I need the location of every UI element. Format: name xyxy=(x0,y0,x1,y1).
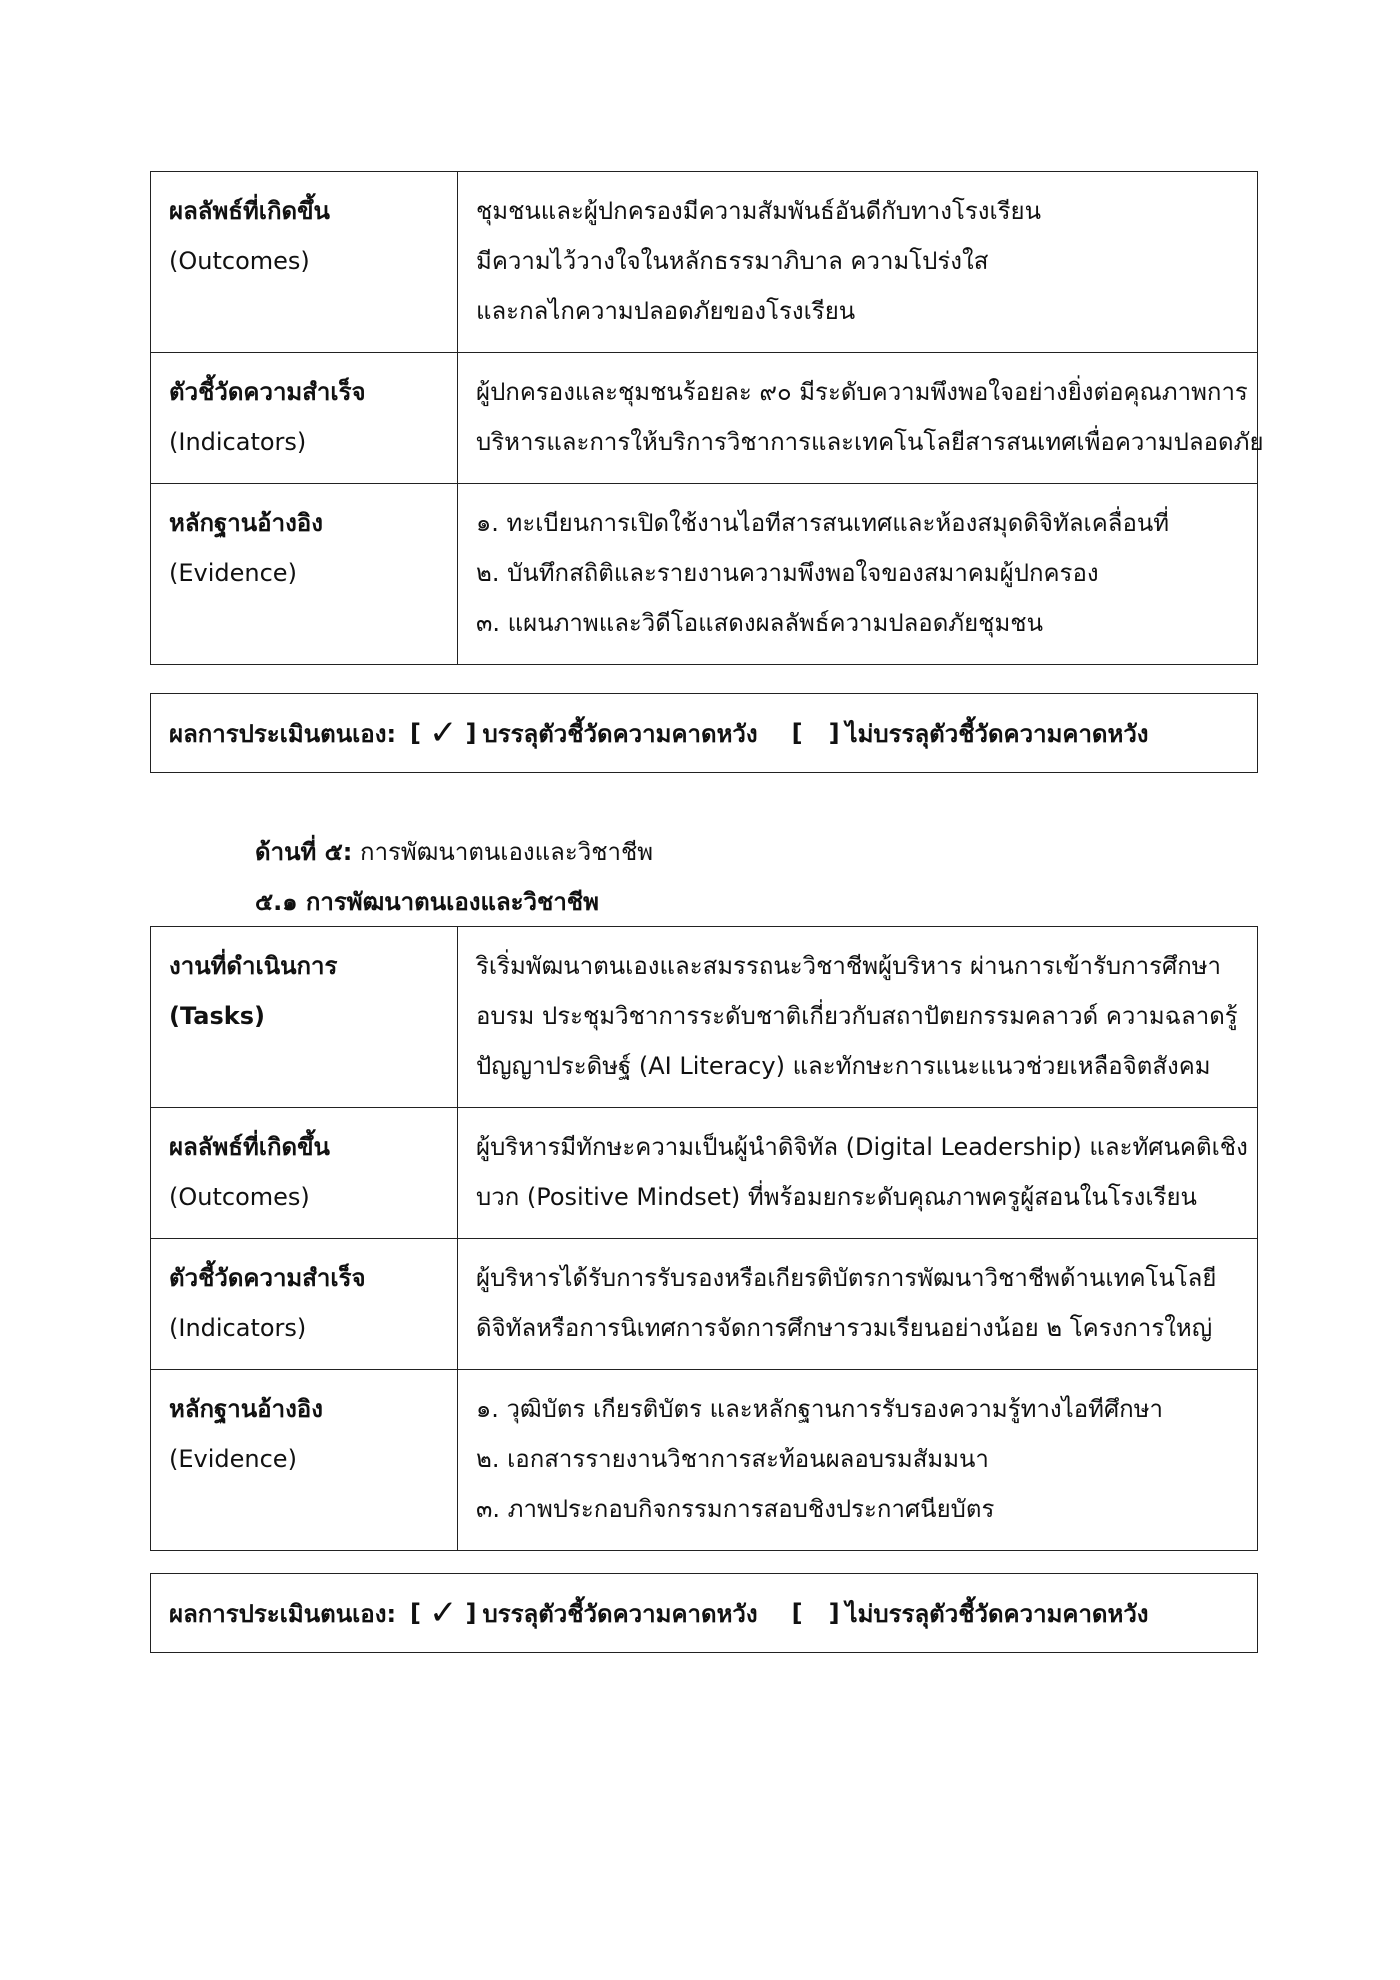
row-line: อบรม ประชุมวิชาการระดับชาติเกี่ยวกับสถาปัตยกรรมคลาวด์ ความฉลาดรู้ xyxy=(476,1002,1238,1030)
table-row xyxy=(151,1239,1258,1370)
not-met-label: ไม่บรรลุตัวชี้วัดความคาดหวัง xyxy=(845,719,1149,748)
info-table xyxy=(150,171,1264,665)
info-table xyxy=(150,926,1258,1551)
row-line: ๒. บันทึกสถิติและรายงานความพึงพอใจของสมาคมผู้ปกครอง xyxy=(476,559,1099,587)
bracket-open: [ xyxy=(791,719,803,747)
row-line: ๓. ภาพประกอบกิจกรรมการสอบชิงประกาศนียบัตร xyxy=(476,1495,995,1523)
table-row xyxy=(151,1370,1258,1551)
row-label-th: ผลลัพธ์ที่เกิดขึ้น xyxy=(169,197,330,225)
row-label-en: (Evidence) xyxy=(169,559,297,587)
assessment-label: ผลการประเมินตนเอง: xyxy=(169,719,397,748)
row-label-th: ตัวชี้วัดความสำเร็จ xyxy=(169,378,366,406)
section-subtitle: ๕.๑ การพัฒนาตนเองและวิชาชีพ xyxy=(255,888,599,916)
row-label-en: (Outcomes) xyxy=(169,1183,310,1211)
row-label-en: (Indicators) xyxy=(169,428,307,456)
not-met-label: ไม่บรรลุตัวชี้วัดความคาดหวัง xyxy=(845,1599,1149,1628)
section-title xyxy=(255,832,653,871)
row-line: และกลไกความปลอดภัยของโรงเรียน xyxy=(476,297,856,325)
section-title-text: การพัฒนาตนเองและวิชาชีพ xyxy=(352,838,654,866)
bracket-close: ] xyxy=(828,719,840,747)
row-label-th: งานที่ดำเนินการ (Tasks) xyxy=(169,952,338,1030)
bracket-close: ] xyxy=(828,1599,840,1627)
row-line: ๑. ทะเบียนการเปิดใช้งานไอทีสารสนเทศและห้องสมุดดิจิทัลเคลื่อนที่ xyxy=(476,509,1170,537)
row-line: บริหารและการให้บริการวิชาการและเทคโนโลยีสารสนเทศเพื่อความปลอดภัย xyxy=(476,428,1264,456)
outcomes-table-1 xyxy=(150,171,1264,665)
row-line: บวก (Positive Mindset) ที่พร้อมยกระดับคุณภาพครูผู้สอนในโรงเรียน xyxy=(476,1183,1197,1211)
table-row xyxy=(151,484,1258,665)
row-line: ๑. วุฒิบัตร เกียรติบัตร และหลักฐานการรับรองความรู้ทางไอทีศึกษา xyxy=(476,1395,1163,1423)
row-line: ริเริ่มพัฒนาตนเองและสมรรถนะวิชาชีพผู้บริหาร ผ่านการเข้ารับการศึกษา xyxy=(476,952,1222,980)
row-label-th: หลักฐานอ้างอิง xyxy=(169,509,323,537)
met-label: บรรลุตัวชี้วัดความคาดหวัง xyxy=(482,1599,758,1628)
row-line: ปัญญาประดิษฐ์ (AI Literacy) และทักษะการแนะแนวช่วยเหลือจิตสังคม xyxy=(476,1052,1211,1080)
row-label-en: (Outcomes) xyxy=(169,247,310,275)
self-assessment-box xyxy=(150,1573,1258,1653)
assessment-label: ผลการประเมินตนเอง: xyxy=(169,1599,397,1628)
checkmark-icon[interactable]: ✓ xyxy=(429,713,458,753)
row-label-en: (Evidence) xyxy=(169,1445,297,1473)
row-line: ผู้ปกครองและชุมชนร้อยละ ๙๐ มีระดับความพึงพอใจอย่างยิ่งต่อคุณภาพการ xyxy=(476,378,1248,406)
self-assessment-box xyxy=(150,693,1258,773)
bracket-close: ] xyxy=(465,719,477,747)
row-label-th: ตัวชี้วัดความสำเร็จ xyxy=(169,1264,366,1292)
row-label-th: ผลลัพธ์ที่เกิดขึ้น xyxy=(169,1133,330,1161)
row-line: มีความไว้วางใจในหลักธรรมาภิบาล ความโปร่งใส xyxy=(476,247,989,275)
bracket-open: [ xyxy=(791,1599,803,1627)
row-line: ดิจิทัลหรือการนิเทศการจัดการศึกษารวมเรียนอย่างน้อย ๒ โครงการใหญ่ xyxy=(476,1314,1213,1342)
checkmark-icon[interactable]: ✓ xyxy=(429,1593,458,1633)
row-label-en: (Indicators) xyxy=(169,1314,307,1342)
table-row xyxy=(151,1108,1258,1239)
row-label-th: หลักฐานอ้างอิง xyxy=(169,1395,323,1423)
bracket-open: [ xyxy=(410,1599,422,1627)
met-label: บรรลุตัวชี้วัดความคาดหวัง xyxy=(482,719,758,748)
row-line: ๒. เอกสารรายงานวิชาการสะท้อนผลอบรมสัมมนา xyxy=(476,1445,989,1473)
row-line: ๓. แผนภาพและวิดีโอแสดงผลลัพธ์ความปลอดภัยชุมชน xyxy=(476,609,1043,637)
table-row xyxy=(151,353,1258,484)
row-line: ผู้บริหารมีทักษะความเป็นผู้นำดิจิทัล (Digital Leadership) และทัศนคติเชิง xyxy=(476,1133,1248,1161)
outcomes-table-2 xyxy=(150,926,1258,1551)
row-line: ชุมชนและผู้ปกครองมีความสัมพันธ์อันดีกับทางโรงเรียน xyxy=(476,197,1042,225)
bracket-open: [ xyxy=(410,719,422,747)
table-row xyxy=(151,927,1258,1108)
table-row xyxy=(151,172,1258,353)
bracket-close: ] xyxy=(465,1599,477,1627)
row-line: ผู้บริหารได้รับการรับรองหรือเกียรติบัตรการพัฒนาวิชาชีพด้านเทคโนโลยี xyxy=(476,1264,1217,1292)
section-title-bold: ด้านที่ ๕: xyxy=(255,838,353,866)
